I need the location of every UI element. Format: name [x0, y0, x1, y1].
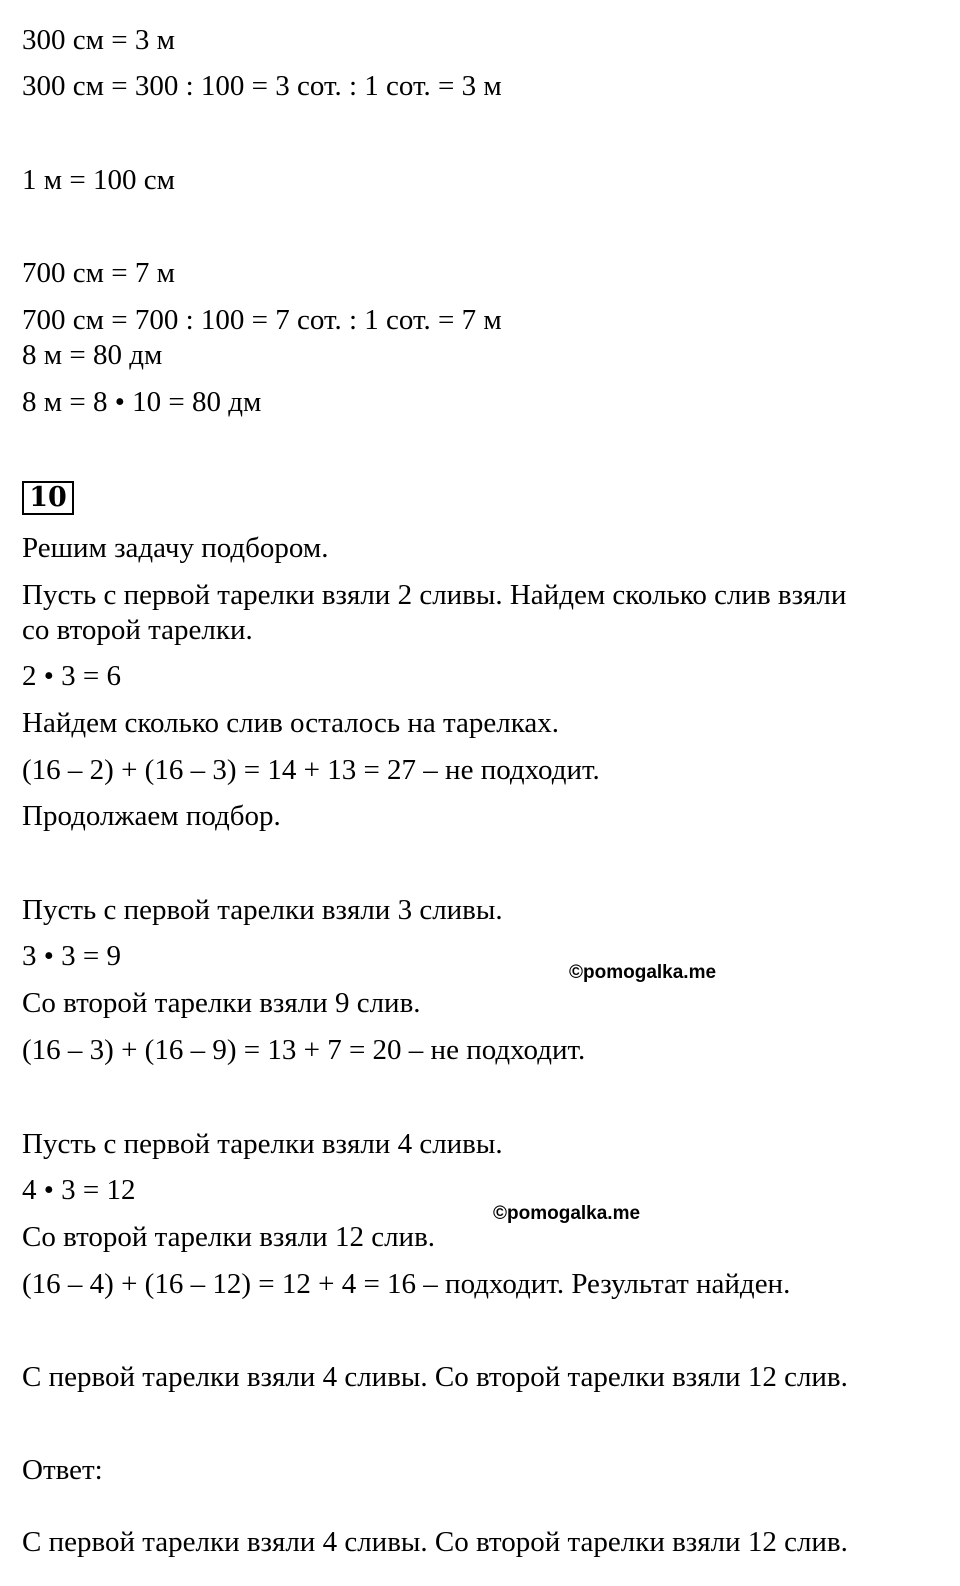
- check-line: (16 – 4) + (16 – 12) = 12 + 4 = 16 – подходит. Результат найден.: [22, 1268, 791, 1300]
- solution-line: Найдем сколько слив осталось на тарелках.: [22, 707, 559, 739]
- answer-text: С первой тарелки взяли 4 сливы. Со второй тарелки взяли 12 слив.: [22, 1526, 848, 1558]
- solution-line: Пусть с первой тарелки взяли 4 сливы.: [22, 1128, 503, 1160]
- conversion-line: 300 см = 300 : 100 = 3 сот. : 1 сот. = 3 м: [22, 70, 502, 102]
- watermark: ©pomogalka.me: [569, 962, 717, 983]
- solution-line: Со второй тарелки взяли 9 слив.: [22, 987, 421, 1019]
- check-line: (16 – 2) + (16 – 3) = 14 + 13 = 27 – не подходит.: [22, 754, 600, 786]
- calculation-line: 4 • 3 = 12: [22, 1174, 136, 1206]
- conversion-line: 8 м = 8 • 10 = 80 дм: [22, 386, 262, 418]
- conversion-line: 300 см = 3 м: [22, 24, 175, 56]
- solution-line: Пусть с первой тарелки взяли 2 сливы. Найдем сколько слив взяли: [22, 579, 847, 611]
- calculation-line: 3 • 3 = 9: [22, 940, 122, 972]
- check-line: (16 – 3) + (16 – 9) = 13 + 7 = 20 – не подходит.: [22, 1034, 586, 1066]
- solution-line: Со второй тарелки взяли 12 слив.: [22, 1221, 436, 1253]
- task-number-box: 10: [22, 481, 74, 515]
- solution-line: со второй тарелки.: [22, 614, 253, 646]
- conclusion-line: С первой тарелки взяли 4 сливы. Со второй тарелки взяли 12 слив.: [22, 1361, 848, 1393]
- task-intro: Решим задачу подбором.: [22, 532, 329, 564]
- answer-label: Ответ:: [22, 1454, 103, 1486]
- solution-line: Пусть с первой тарелки взяли 3 сливы.: [22, 894, 503, 926]
- calculation-line: 2 • 3 = 6: [22, 660, 122, 692]
- watermark: ©pomogalka.me: [493, 1203, 641, 1224]
- conversion-line: 700 см = 700 : 100 = 7 сот. : 1 сот. = 7 м: [22, 304, 502, 336]
- conversion-line: 700 см = 7 м: [22, 257, 175, 289]
- solution-line: Продолжаем подбор.: [22, 800, 281, 832]
- conversion-line: 1 м = 100 см: [22, 164, 175, 196]
- conversion-line: 8 м = 80 дм: [22, 339, 163, 371]
